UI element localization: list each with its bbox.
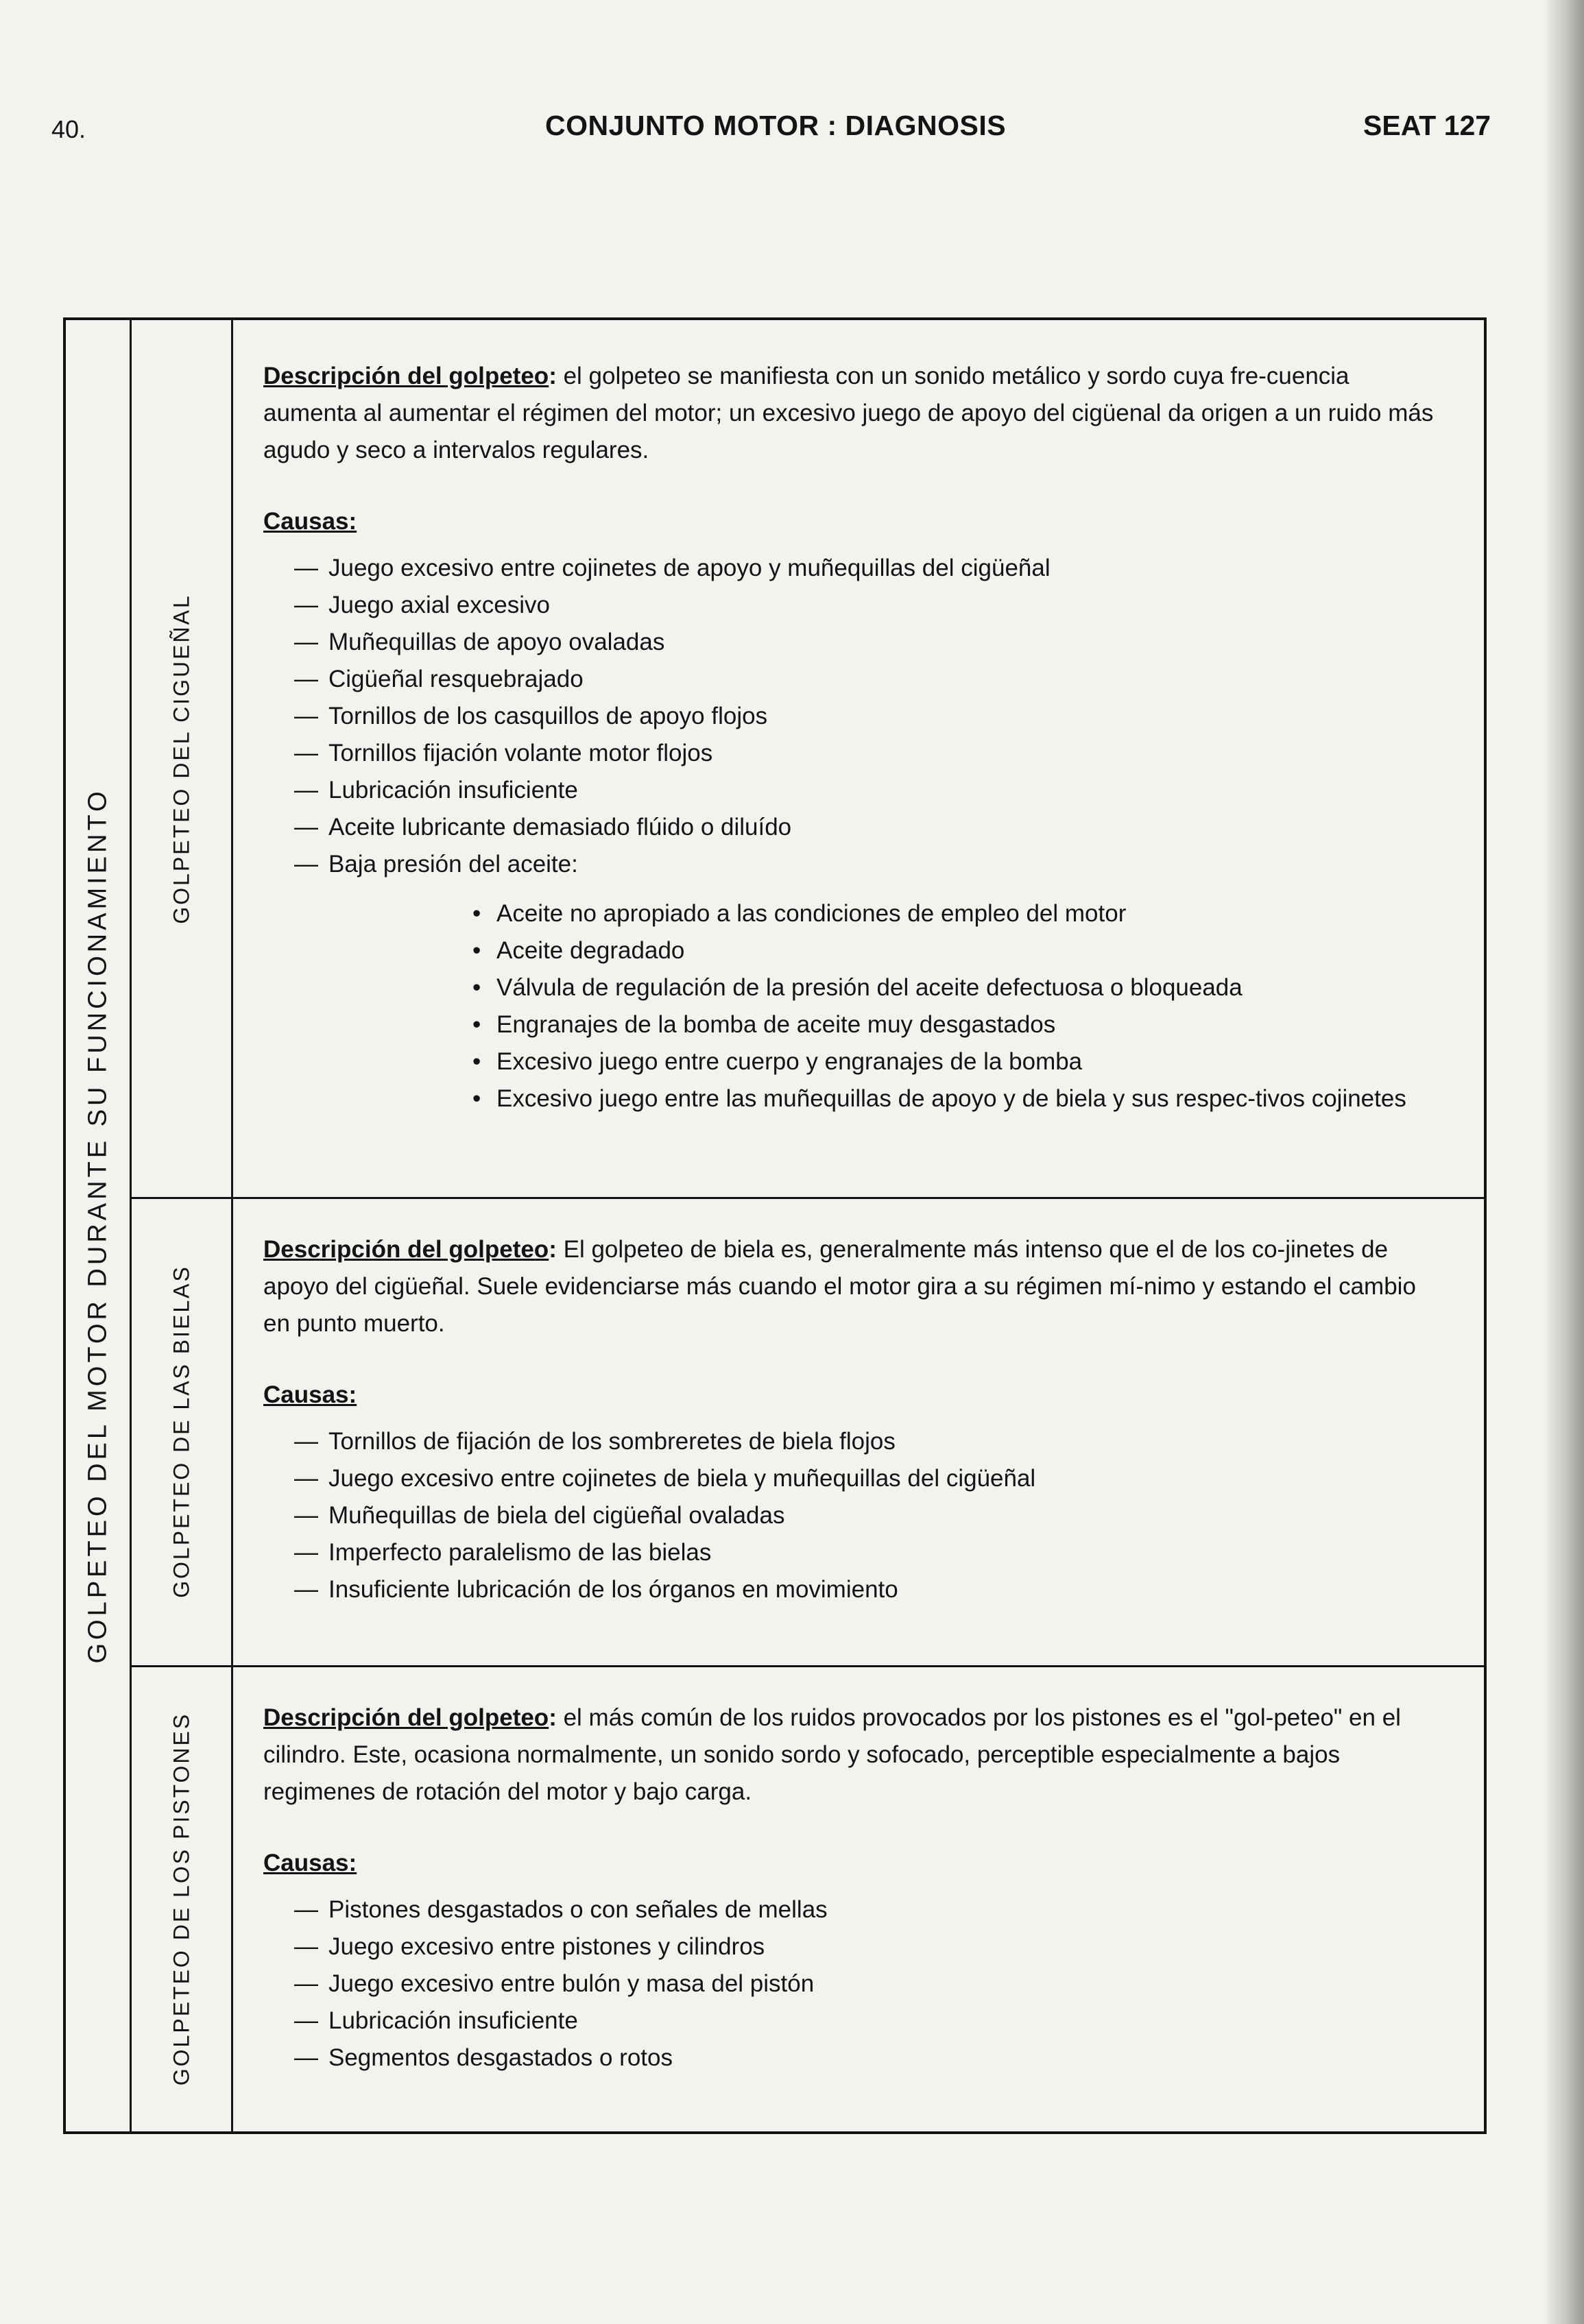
subcategory-cell-pistons xyxy=(132,1665,231,2133)
cause-item: — Imperfecto paralelismo de las bielas xyxy=(294,1534,1446,1571)
section-crankshaft xyxy=(263,358,1446,1117)
description-title: Descripción del golpeteo xyxy=(263,363,549,389)
subcause-item: • Aceite degradado xyxy=(469,932,1446,969)
causes-list xyxy=(263,1891,1446,2077)
cause-item: — Segmentos desgastados o rotos xyxy=(294,2039,1446,2077)
cause-item: — Cigüeñal resquebrajado xyxy=(294,661,1446,698)
cause-item: — Juego excesivo entre cojinetes de apoyo y muñequillas del cigüeñal xyxy=(294,550,1446,587)
description-text: el más común de los ruidos provocados por los pistones es el "gol-peteo" en el cilindro. Este, ocasiona normalmente, un sonido sordo y sofocado, perceptible especialmente a bajos regimenes de rotación del motor y bajo carga. xyxy=(263,1704,1401,1805)
section-pistons xyxy=(263,1699,1446,2077)
row-divider xyxy=(132,1197,1484,1199)
causes-title: Causas: xyxy=(263,1850,357,1876)
causes-title: Causas: xyxy=(263,508,357,535)
cause-item: — Juego excesivo entre pistones y cilindros xyxy=(294,1928,1446,1965)
subcategory-label-connecting-rods: GOLPETEO DE LAS BIELAS xyxy=(169,1264,193,1598)
causes-list xyxy=(263,550,1446,883)
description-title: Descripción del golpeteo xyxy=(263,1236,549,1263)
row-divider xyxy=(132,1665,1484,1667)
description-paragraph: Descripción del golpeteo: el más común de los ruidos provocados por los pistones es el "gol-peteo" en el cilindro. Este, ocasiona normalmente, un sonido sordo y sofocado, perceptible especialmente a bajos regimenes de rotación del motor y bajo carga. xyxy=(263,1704,1401,1805)
subcause-item: • Excesivo juego entre las muñequillas de apoyo y de biela y sus respec-tivos cojinetes xyxy=(469,1080,1446,1117)
main-category-label: GOLPETEO DEL MOTOR DURANTE SU FUNCIONAMIENTO xyxy=(83,788,112,1664)
description-title: Descripción del golpeteo xyxy=(263,1704,549,1731)
cause-item: — Insuficiente lubricación de los órganos en movimiento xyxy=(294,1571,1446,1608)
running-title: CONJUNTO MOTOR : DIAGNOSIS xyxy=(545,110,1007,141)
description-text: El golpeteo de biela es, generalmente más intenso que el de los co-jinetes de apoyo del cigüeñal. Suele evidenciarse más cuando el motor gira a su régimen mí-nimo y estando el cambio en punto muerto. xyxy=(263,1236,1416,1337)
cause-item: — Baja presión del aceite: xyxy=(294,846,1446,883)
scan-shadow-edge xyxy=(1543,0,1584,2324)
cause-item: — Muñequillas de apoyo ovaladas xyxy=(294,624,1446,661)
page-number: 40. xyxy=(51,115,86,143)
subcause-item: • Engranajes de la bomba de aceite muy desgastados xyxy=(469,1006,1446,1043)
description-paragraph: Descripción del golpeteo: El golpeteo de biela es, generalmente más intenso que el de los co-jinetes de apoyo del cigüeñal. Suele evidenciarse más cuando el motor gira a su régimen mí-nimo y estando el cambio en punto muerto. xyxy=(263,1236,1416,1337)
subcategory-column xyxy=(132,320,233,2131)
subcategory-cell-crankshaft xyxy=(132,320,231,1197)
oil-pressure-subcauses-list xyxy=(263,895,1446,1117)
cause-item: — Tornillos fijación volante motor flojos xyxy=(294,735,1446,772)
cause-item: — Aceite lubricante demasiado flúido o diluído xyxy=(294,809,1446,846)
description-text: el golpeteo se manifiesta con un sonido metálico y sordo cuya fre-cuencia aumenta al aumentar el régimen del motor; un excesivo juego de apoyo del cigüenal da origen a un ruido más agudo y seco a intervalos regulares. xyxy=(263,363,1434,463)
description-paragraph: Descripción del golpeteo: el golpeteo se manifiesta con un sonido metálico y sordo cuya fre-cuencia aumenta al aumentar el régimen del motor; un excesivo juego de apoyo del cigüenal da origen a un ruido más agudo y seco a intervalos regulares. xyxy=(263,363,1434,463)
diagnosis-table xyxy=(63,317,1487,2134)
section-connecting-rods xyxy=(263,1231,1446,1608)
cause-item: — Tornillos de los casquillos de apoyo flojos xyxy=(294,698,1446,735)
cause-item: — Tornillos de fijación de los sombreretes de biela flojos xyxy=(294,1423,1446,1460)
cause-item: — Pistones desgastados o con señales de mellas xyxy=(294,1891,1446,1928)
vehicle-model: SEAT 127 xyxy=(1363,110,1491,141)
subcause-item: • Aceite no apropiado a las condiciones de empleo del motor xyxy=(469,895,1446,932)
causes-list xyxy=(263,1423,1446,1608)
subcategory-label-pistons: GOLPETEO DE LOS PISTONES xyxy=(169,1712,193,2086)
subcategory-label-crankshaft: GOLPETEO DEL CIGUEÑAL xyxy=(169,593,193,924)
page-header xyxy=(0,110,1584,151)
subcause-item: • Válvula de regulación de la presión del aceite defectuosa o bloqueada xyxy=(469,969,1446,1006)
cause-item: — Lubricación insuficiente xyxy=(294,2002,1446,2039)
causes-title: Causas: xyxy=(263,1381,357,1408)
cause-item: — Lubricación insuficiente xyxy=(294,772,1446,809)
cause-item: — Juego excesivo entre cojinetes de biela y muñequillas del cigüeñal xyxy=(294,1460,1446,1497)
main-category-column xyxy=(66,320,132,2131)
cause-item: — Juego axial excesivo xyxy=(294,587,1446,624)
subcause-item: • Excesivo juego entre cuerpo y engranajes de la bomba xyxy=(469,1043,1446,1080)
cause-item: — Muñequillas de biela del cigüeñal ovaladas xyxy=(294,1497,1446,1534)
cause-item: — Juego excesivo entre bulón y masa del pistón xyxy=(294,1965,1446,2002)
subcategory-cell-connecting-rods xyxy=(132,1197,231,1665)
